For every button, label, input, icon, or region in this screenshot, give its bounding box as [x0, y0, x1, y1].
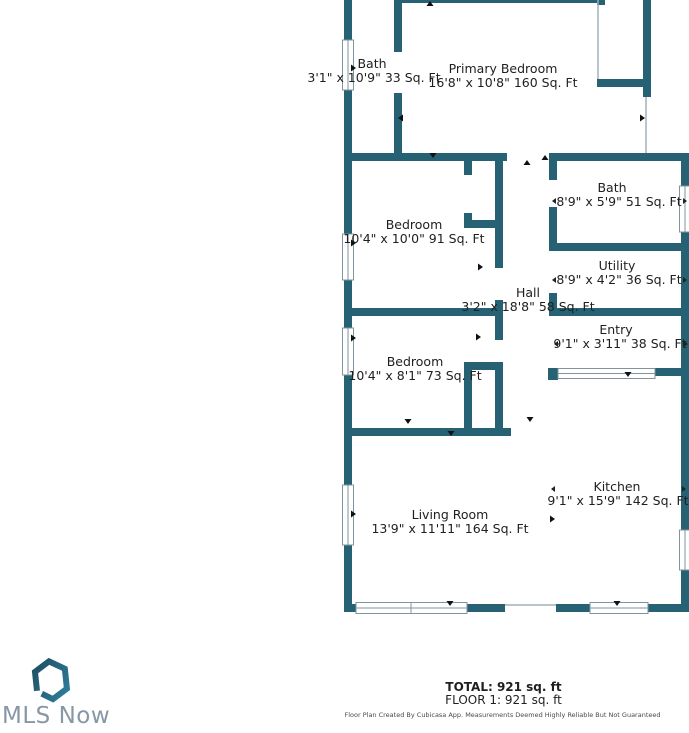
room-label-entry: Entry — [599, 322, 633, 337]
logo-hexagon-shape — [34, 660, 68, 701]
tick-down-hall-bottom — [527, 417, 534, 422]
room-dims-living-room: 13'9" x 11'11" 164 Sq. Ft — [371, 521, 528, 536]
wall-entry-bottom-right — [655, 368, 689, 376]
room-label-bedroom1: Bedroom — [386, 217, 443, 232]
logo-bar-shape — [28, 669, 31, 695]
room-labels — [307, 56, 688, 536]
mls-now-logo-text: MLS Now — [2, 703, 110, 729]
window-bath2-right — [680, 186, 689, 232]
footer-totals — [316, 681, 689, 707]
room-dims-bath1: 3'1" x 10'9" 33 Sq. Ft — [307, 70, 440, 85]
disclaimer-text: Floor Plan Created By Cubicasa App. Measurements Deemed Highly Reliable But Not Guaranteed — [330, 711, 675, 719]
room-dims-hall: 3'2" x 18'8" 58 Sq. Ft — [461, 299, 594, 314]
window-kitchen-right — [680, 530, 689, 570]
room-label-bedroom2: Bedroom — [387, 354, 444, 369]
wall-bed2-bottom — [344, 428, 511, 436]
tick-right-bed1-door — [478, 264, 483, 271]
room-dims-entry: 9'1" x 3'11" 38 Sq. Ft — [553, 336, 686, 351]
wall-entry-bottom-nub — [548, 368, 558, 380]
room-label-primary-bedroom: Primary Bedroom — [449, 61, 558, 76]
room-dims-bedroom2: 10'4" x 8'1" 73 Sq. Ft — [348, 368, 481, 383]
tick-right-bed2-door — [476, 334, 481, 341]
wall-hall-left-c — [495, 362, 503, 436]
room-dims-kitchen: 9'1" x 15'9" 142 Sq. Ft — [547, 493, 688, 508]
wall-bath2-utility-divider — [549, 243, 689, 251]
wall-hall-left-a — [495, 161, 503, 268]
wall-bed1-closet-vert-a — [464, 161, 472, 175]
wall-mid-horizontal-left — [344, 153, 507, 161]
room-dims-bedroom1: 10'4" x 10'0" 91 Sq. Ft — [343, 231, 484, 246]
room-label-kitchen: Kitchen — [594, 479, 641, 494]
wall-mid-horizontal-right — [549, 153, 689, 161]
tick-right-kitchen-left — [550, 516, 555, 523]
mls-now-logo-icon — [9, 652, 78, 710]
dim-arrow-left-kitchen — [551, 486, 555, 492]
tick-down-bed2-bottom — [405, 419, 412, 424]
room-dims-bath2: 8'9" x 5'9" 51 Sq. Ft — [556, 194, 681, 209]
room-label-living-room: Living Room — [412, 507, 489, 522]
room-label-utility: Utility — [599, 258, 636, 273]
wall-bath-divider-lower — [394, 93, 402, 161]
room-label-bath1: Bath — [357, 56, 386, 71]
total-area: TOTAL: 921 sq. ft — [316, 681, 689, 694]
mls-now-logo — [6, 653, 116, 733]
room-label-bath2: Bath — [597, 180, 626, 195]
wall-bath-divider-upper — [394, 0, 402, 52]
tick-right-primary-door — [640, 115, 645, 122]
room-dims-utility: 8'9" x 4'2" 36 Sq. Ft — [556, 272, 681, 287]
tick-up-midwall-right — [542, 155, 549, 160]
wall-top-fragment — [402, 0, 598, 3]
floor1-area: FLOOR 1: 921 sq. ft — [316, 694, 689, 707]
wall-hall-right-a — [549, 161, 557, 180]
room-label-hall: Hall — [516, 285, 540, 300]
tick-up-hall-top — [524, 160, 531, 165]
room-dims-primary-bedroom: 16'8" x 10'8" 160 Sq. Ft — [428, 75, 577, 90]
wall-primary-closet-bottom — [597, 79, 651, 87]
